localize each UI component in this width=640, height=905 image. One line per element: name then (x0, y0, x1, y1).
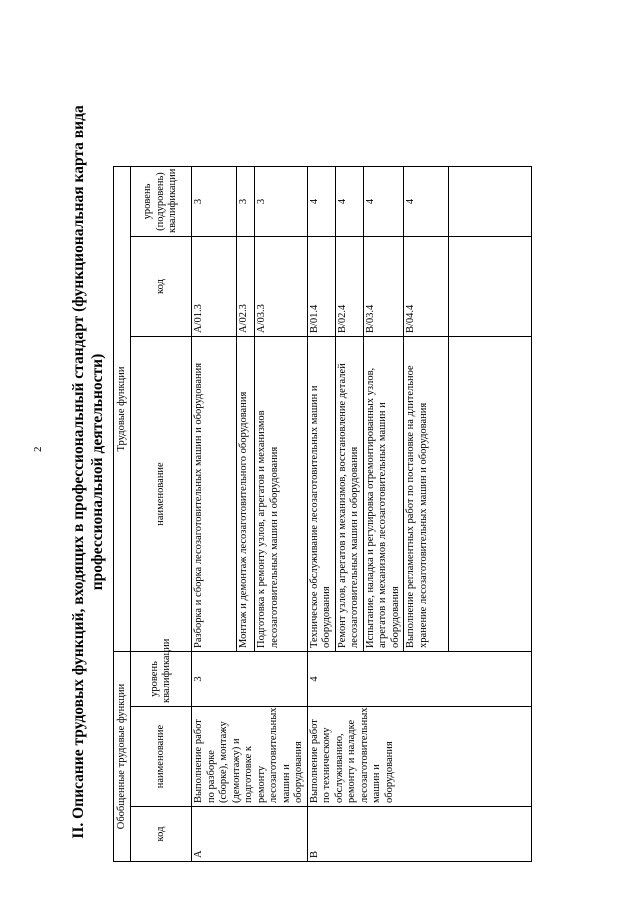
table-row (307, 81, 335, 861)
labor-functions-header: Трудовые функции (114, 166, 131, 651)
group-name: Выполнение работ по разборке (сборке), монтажу (демонтажу) и подготовке к ремонту лесозаготовительных машин и оборудования (192, 707, 308, 807)
blank-cell (335, 81, 363, 166)
empty-cell (449, 337, 532, 652)
function-name: Испытание, наладка и регулировка отремонтированных узлов, агрегатов и механизмов лесозаготовительных машин и оборудования (363, 337, 404, 652)
function-name: Подготовка к ремонту узлов, агрегатов и механизмов лесозаготовительных машин и оборудования (255, 337, 307, 652)
section-title-line-1: II. Описание трудовых функций, входящих в профессиональный стандарт (функциональная карта вида (70, 105, 87, 839)
function-name: Техническое обслуживание лесозаготовительных машин и оборудования (307, 337, 335, 652)
blank-cell (307, 81, 335, 166)
section-title-line-2: профессиональной деятельности) (89, 353, 106, 591)
blank-header-cell (114, 81, 131, 166)
function-code: А/03.3 (255, 237, 307, 337)
function-level: 3 (192, 166, 237, 236)
blank-cell (236, 81, 255, 166)
empty-cell (449, 166, 532, 236)
col-header-tf-code: код (131, 237, 192, 337)
col-header-code: код (131, 807, 192, 862)
blank-header-cell (131, 81, 192, 166)
function-code: В/03.4 (363, 237, 404, 337)
function-code: В/02.4 (335, 237, 363, 337)
blank-cell (404, 81, 449, 166)
group-code: В (307, 807, 532, 862)
function-level: 3 (255, 166, 307, 236)
generalized-functions-header: Обобщенные трудовые функции (114, 652, 131, 862)
function-code: А/01.3 (192, 237, 237, 337)
section-title (65, 82, 107, 862)
functions-table (113, 81, 532, 862)
function-name: Монтаж и демонтаж лесозаготовительного оборудования (236, 337, 255, 652)
col-header-tf-name: наименование (131, 337, 192, 652)
function-level: 4 (404, 166, 449, 236)
blank-cell (192, 81, 237, 166)
group-level: 4 (307, 652, 532, 707)
function-name: Выполнение регламентных работ по постановке на длительное хранение лесозаготовительных машин и оборудования (404, 337, 449, 652)
function-level: 4 (335, 166, 363, 236)
group-name: Выполнение работ по техническому обслуживанию, ремонту и наладке лесозаготовительных машин и оборудования (307, 707, 532, 807)
col-header-tf-level: уровень (подуровень) квалификации (131, 166, 192, 236)
blank-cell (363, 81, 404, 166)
blank-cell (449, 81, 532, 166)
page-number: 2 (32, 446, 44, 452)
table-row (192, 81, 237, 861)
function-level: 3 (236, 166, 255, 236)
rotated-content (65, 82, 565, 862)
function-level: 4 (363, 166, 404, 236)
function-code: В/04.4 (404, 237, 449, 337)
function-name: Ремонт узлов, агрегатов и механизмов, восстановление деталей лесозаготовительных машин и оборудования (335, 337, 363, 652)
col-header-level: уровень квалификации (131, 652, 192, 707)
function-code: В/01.4 (307, 237, 335, 337)
col-header-name: наименование (131, 707, 192, 807)
function-name: Разборка и сборка лесозаготовительных машин и оборудования (192, 337, 237, 652)
empty-cell (449, 237, 532, 337)
function-level: 4 (307, 166, 335, 236)
blank-cell (255, 81, 307, 166)
group-code: А (192, 807, 308, 862)
group-level: 3 (192, 652, 308, 707)
function-code: А/02.3 (236, 237, 255, 337)
